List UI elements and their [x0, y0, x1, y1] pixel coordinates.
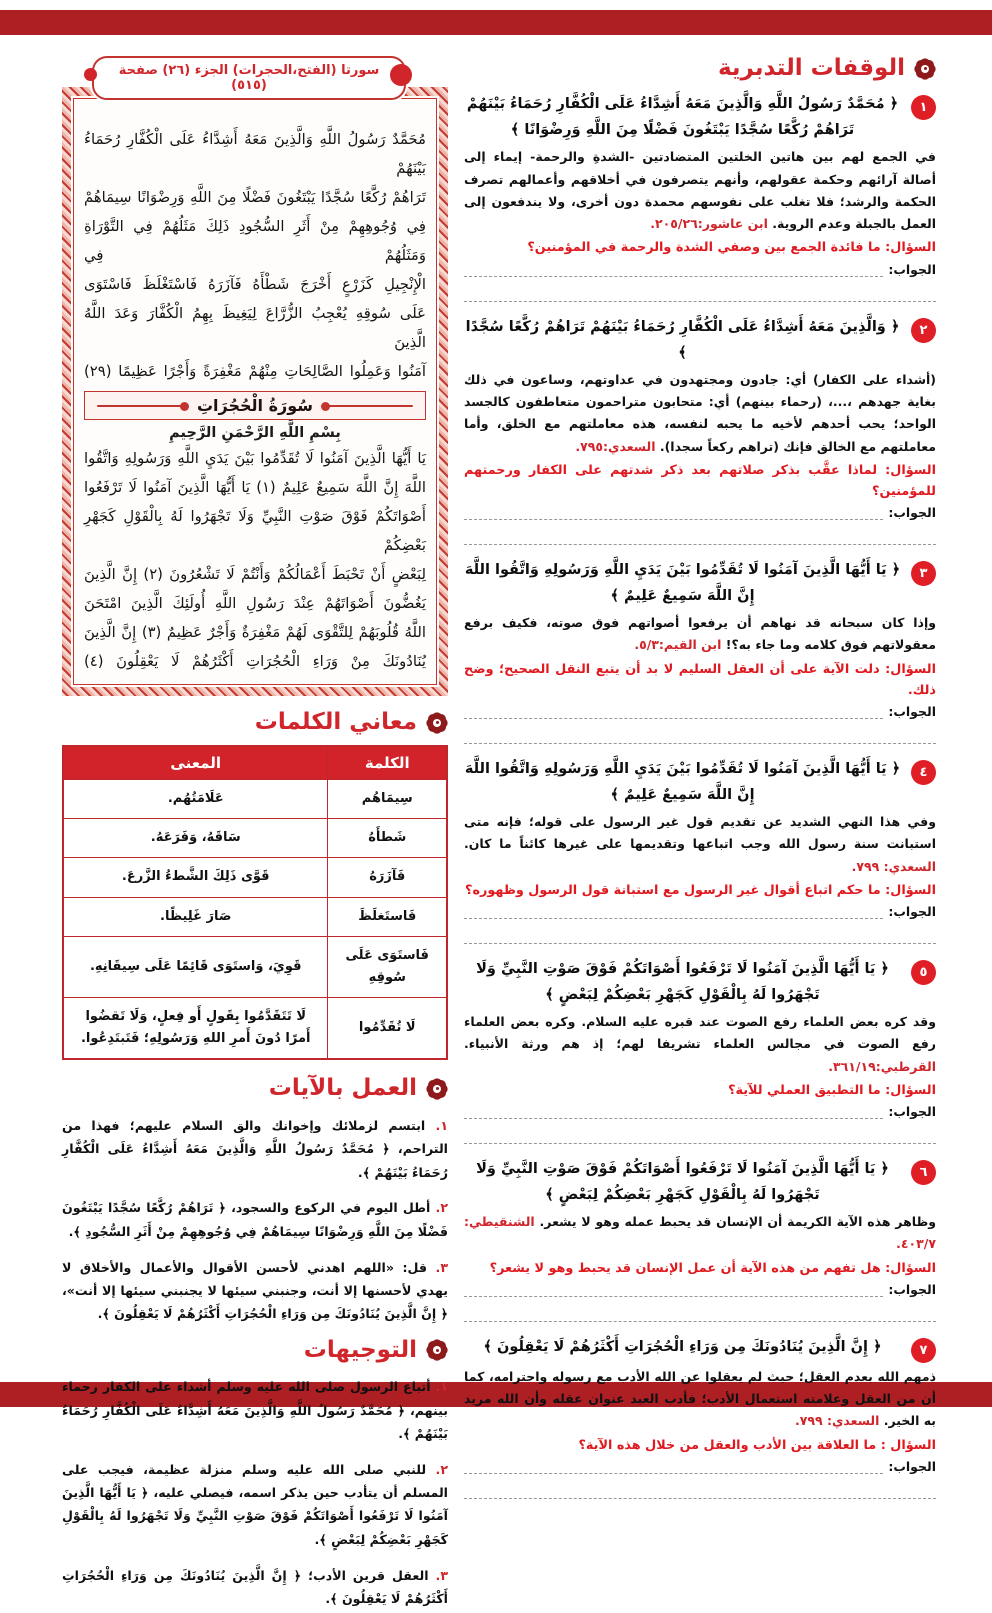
answer-blank-line — [464, 905, 883, 919]
question-text: السؤال: لماذا عقَّب بذكر صلاتهم بعد ذكر شدتهم على الكفار ورحمتهم للمؤمنين؟ — [464, 462, 936, 499]
answer-label: الجواب: — [888, 703, 936, 719]
rosette-icon — [426, 1078, 448, 1100]
waqafat-item — [464, 956, 936, 1144]
page-content — [62, 56, 936, 1613]
list-number: ٣. — [435, 1567, 448, 1583]
column-header-meaning: المعنى — [63, 746, 328, 780]
answer-label: الجواب: — [888, 261, 936, 277]
verse-text: ﴿ يَا أَيُّهَا الَّذِينَ آمَنُوا لَا تَرْفَعُوا أَصْوَاتَكُمْ فَوْقَ صَوْتِ النَّبِيِّ وَلَا تَجْهَرُوا لَهُ بِالْقَوْلِ كَجَهْرِ بَعْضِكُمْ لِبَعْضٍ ﴾ — [476, 1161, 889, 1204]
answer-blank-line — [464, 520, 936, 545]
quran-line: يُنَادُونَكَ مِنْ وَرَاءِ الْحُجُرَاتِ أَكْثَرُهُمْ لَا يَعْقِلُونَ (٤) — [84, 653, 426, 670]
list-text: للنبي صلى الله عليه وسلم منزلة عظيمة، فيجب على المسلم أن يتأدب حين يذكر اسمه، فيصلي عليه، ﴿ يَا أَيُّهَا الَّذِينَ آمَنُوا لَا تَرْفَعُوا أَصْوَاتَكُمْ فَوْقَ صَوْتِ النَّبِيِّ وَلَا تَجْهَرُوا لَهُ بِالْقَوْلِ كَجَهْرِ بَعْضِكُمْ لِبَعْضٍ ﴾. — [62, 1461, 448, 1547]
word-cell: فَآزَرَهُ — [328, 858, 447, 897]
commentary-text: (أشداء على الكفار) أي: جادون ومجتهدون في عداوتهم، وساعون في ذلك بغاية جهدهم ،...، (رحماء بينهم) أي: متحابون متراحمون متعاطفون كالجسد الواحد؛ يحب أحدهم لأخيه ما يحبه لنفسه، هذه معاملتهم مع الخلق، وأما معاملتهم مع الخالق فإنك (تراهم ركعاً سجدا). — [464, 371, 936, 454]
commentary-text: وإذا كان سبحانه قد نهاهم أن يرفعوا أصواتهم فوق صوته، فكيف برفع معقولاتهم فوق كلامه وما جاء به؟! — [464, 615, 936, 653]
meaning-cell: سَاقَهُ، وَفَرَعَهُ. — [63, 819, 328, 858]
meaning-cell: قَوِيَ، وَاستَوَى قَائِمًا عَلَى سِيقَانِهِ. — [63, 936, 328, 997]
answer-label: الجواب: — [888, 505, 936, 520]
rosette-icon — [426, 712, 448, 734]
item-number-badge: ٥ — [911, 960, 936, 985]
list-number: ١. — [435, 1379, 448, 1395]
commentary-text: ذمهم الله بعدم العقل؛ حيث لم يعقلوا عن الله الأدب مع رسوله واحترامه، كما أن من العقل وعلامته استعمال الأدب؛ فأدب العبد عنوان عقله وأن الله مريد به الخير. — [464, 1368, 936, 1429]
tawjihat-list — [62, 1375, 448, 1610]
list-text: العقل قرين الأدب؛ ﴿ إِنَّ الَّذِينَ يُنَادُونَكَ مِن وَرَاءِ الْحُجُرَاتِ أَكْثَرُهُمْ لَا يَعْقِلُونَ ﴾. — [62, 1567, 448, 1606]
quran-line: اللَّهَ إِنَّ اللَّهَ سَمِيعٌ عَلِيمٌ (١) يَا أَيُّهَا الَّذِينَ آمَنُوا لَا تَرْفَعُوا — [84, 479, 426, 496]
amal-header — [62, 1076, 448, 1101]
commentary-text: وظاهر هذه الآية الكريمة أن الإنسان قد يحبط عمله وهو لا يشعر. — [539, 1214, 936, 1230]
commentary-text: وقد كره بعض العلماء رفع الصوت عند قبره عليه السلام. وكره بعض العلماء رفع الصوت في مجالس العلماء تشريفا لهم؛ إذ هم ورثة الأنبياء. — [464, 1014, 936, 1052]
item-number-badge: ٧ — [911, 1338, 936, 1363]
amal-list — [62, 1114, 448, 1326]
list-number: ١. — [435, 1117, 448, 1133]
waqafat-item — [464, 91, 936, 301]
answer-blank-line — [464, 506, 883, 520]
table-row — [63, 780, 447, 819]
list-item — [62, 1375, 448, 1445]
maani-header — [62, 710, 448, 735]
answer-blank-line — [464, 1460, 883, 1474]
source-reference: السعدي: ٧٩٩. — [794, 1413, 880, 1429]
question-text: السؤال: دلت الآية على أن العقل السليم لا بد أن يتبع النقل الصحيح؛ وضح ذلك. — [464, 661, 936, 698]
verse-text: ﴿ مُحَمَّدٌ رَسُولُ اللَّهِ وَالَّذِينَ مَعَهُ أَشِدَّاءُ عَلَى الْكُفَّارِ رُحَمَاءُ بَيْنَهُمْ تَرَاهُمْ رُكَّعًا سُجَّدًا يَبْتَغُونَ فَضْلًا مِنَ اللَّهِ وَرِضْوَانًا ﴾ — [466, 96, 899, 139]
source-reference: ابن القيم:٥/٣. — [634, 637, 722, 653]
answer-label: الجواب: — [888, 1281, 936, 1297]
table-row — [63, 858, 447, 897]
question-text: السؤال: ما التطبيق العملي للآية؟ — [728, 1082, 936, 1098]
answer-blank-line — [464, 919, 936, 944]
question-text: السؤال: ما حكم اتباع أقوال غير الرسول مع استبانة قول الرسول وظهوره؟ — [465, 882, 936, 898]
basmala-text: بِسْمِ اللَّهِ الرَّحْمَنِ الرَّحِيمِ — [169, 425, 341, 441]
answer-blank-line — [464, 263, 883, 277]
question-text: السؤال: ما فائدة الجمع بين وصفي الشدة والرحمة في المؤمنين؟ — [527, 240, 936, 256]
rosette-icon — [914, 58, 936, 80]
answer-label: الجواب: — [888, 1104, 936, 1119]
table-row — [63, 897, 447, 936]
verse-text: ﴿ يَا أَيُّهَا الَّذِينَ آمَنُوا لَا تُقَدِّمُوا بَيْنَ يَدَيِ اللَّهِ وَرَسُولِهِ وَاتَّقُوا اللَّهَ إِنَّ اللَّهَ سَمِيعٌ عَلِيمٌ ﴾ — [464, 562, 901, 605]
source-reference: ابن عاشور:٢٠٥/٢٦. — [650, 216, 768, 232]
word-cell: لَا تُقَدِّمُوا — [328, 997, 447, 1059]
answer-label: الجواب: — [888, 903, 936, 919]
source-reference: القرطبي:٣٦١/١٩. — [828, 1058, 936, 1074]
ornament-icon — [319, 401, 417, 411]
quran-line: اللَّهُ قُلُوبَهُمْ لِلتَّقْوَى لَهُمْ مَغْفِرَةٌ وَأَجْرٌ عَظِيمٌ (٣) إِنَّ الَّذِينَ — [84, 624, 426, 641]
list-number: ٣. — [435, 1259, 448, 1275]
waqafat-item — [464, 1156, 936, 1322]
answer-blank-line — [464, 1283, 883, 1297]
surah-title: سُورَةُ الْحُجُرَاتِ — [196, 396, 314, 415]
commentary-text: وفي هذا النهي الشديد عن تقديم قول غير الرسول على قوله؛ فإنه متى استبانت سنة رسول الله وجب اتباعها وتقديمها على غيرها كائناً ما كان. — [464, 814, 936, 852]
word-cell: شَطأَهُ — [328, 819, 447, 858]
list-text: أطل اليوم في الركوع والسجود، ﴿ تَرَاهُمْ رُكَّعًا سُجَّدًا يَبْتَغُونَ فَضْلًا مِنَ اللَّهِ وَرِضْوَانًا سِيمَاهُمْ فِي وُجُوهِهِمْ مِنْ أَثَرِ السُّجُودِ ﴾. — [62, 1200, 448, 1239]
word-meanings-table — [62, 745, 448, 1060]
item-number-badge: ٢ — [911, 318, 936, 343]
meaning-cell: قَوَّى ذَلِكَ الشَّطءُ الزَّرعَ. — [63, 858, 328, 897]
tawjihat-header — [62, 1338, 448, 1363]
waqafat-item — [464, 557, 936, 744]
table-row — [63, 819, 447, 858]
list-text: قل: «اللهم اهدني لأحسن الأقوال والأعمال والأخلاق لا يهدي لأحسنها إلا أنت، وجنبني سيئها لا يجنبني سيئها إلا أنت»، ﴿ إِنَّ الَّذِينَ يُنَادُونَكَ مِن وَرَاءِ الْحُجُرَاتِ أَكْثَرُهُمْ لَا يَعْقِلُونَ ﴾. — [62, 1259, 448, 1322]
section-title: التوجيهات — [303, 1336, 417, 1363]
quran-line: عَلَى سُوقِهِ يُعْجِبُ الزُّرَّاعَ لِيَغِيظَ بِهِمُ الْكُفَّارَ وَعَدَ اللَّهُ الَّذِينَ — [84, 305, 426, 351]
list-item — [62, 1256, 448, 1326]
source-reference: الشنقيطي: ٤٠٣/٧. — [464, 1214, 936, 1252]
word-cell: فَاستَوَى عَلَى سُوقِهِ — [328, 936, 447, 997]
answer-blank-line — [464, 1119, 936, 1144]
list-item — [62, 1458, 448, 1551]
answer-blank-line — [464, 1474, 936, 1499]
word-cell: فَاستَغلَظَ — [328, 897, 447, 936]
answer-blank-line — [464, 719, 936, 744]
quran-line: أَصْوَاتَكُمْ فَوْقَ صَوْتِ النَّبِيِّ وَلَا تَجْهَرُوا لَهُ بِالْقَوْلِ كَجَهْرِ بَعْضِكُمْ — [84, 508, 426, 554]
answer-blank-line — [464, 1105, 883, 1119]
list-number: ٢. — [435, 1200, 448, 1216]
meaning-cell: صَارَ غَلِيظًا. — [63, 897, 328, 936]
list-item — [62, 1564, 448, 1611]
waqafat-column — [464, 56, 936, 1511]
verse-text: ﴿ إِنَّ الَّذِينَ يُنَادُونَكَ مِن وَرَاءِ الْحُجُرَاتِ أَكْثَرُهُمْ لَا يَعْقِلُونَ ﴾ — [483, 1338, 882, 1355]
table-row — [63, 936, 447, 997]
rosette-icon — [426, 1339, 448, 1361]
answer-blank-line — [464, 277, 936, 302]
list-text: ابتسم لزملائك وإخوانك والق السلام عليهم؛ فهذا من التراحم، ﴿ مُحَمَّدٌ رَسُولُ اللَّهِ وَالَّذِينَ مَعَهُ أَشِدَّاءُ عَلَى الْكُفَّارِ رُحَمَاءُ بَيْنَهُمْ ﴾. — [62, 1117, 448, 1180]
verse-text: ﴿ يَا أَيُّهَا الَّذِينَ آمَنُوا لَا تُقَدِّمُوا بَيْنَ يَدَيِ اللَّهِ وَرَسُولِهِ وَاتَّقُوا اللَّهَ إِنَّ اللَّهَ سَمِيعٌ عَلِيمٌ ﴾ — [464, 760, 901, 803]
section-title: الوقفات التدبرية — [717, 55, 905, 81]
question-text: السؤال : ما العلاقة بين الأدب والعقل من خلال هذه الآية؟ — [578, 1437, 936, 1453]
list-item — [62, 1114, 448, 1184]
answer-blank-line — [464, 1297, 936, 1322]
question-text: السؤال: هل تفهم من هذه الآية أن عمل الإنسان قد يحبط وهو لا يشعر؟ — [489, 1260, 936, 1276]
item-number-badge: ٤ — [911, 760, 936, 785]
quran-line: الْإِنْجِيلِ كَزَرْعٍ أَخْرَجَ شَطْأَهُ فَآزَرَهُ فَاسْتَغْلَظَ فَاسْتَوَى — [84, 276, 426, 293]
waqafat-item — [464, 756, 936, 944]
answer-blank-line — [464, 705, 883, 719]
side-column — [62, 56, 448, 1613]
item-number-badge: ١ — [911, 95, 936, 120]
section-title: معاني الكلمات — [254, 709, 417, 735]
quran-line: فِي وُجُوهِهِمْ مِنْ أَثَرِ السُّجُودِ ذَلِكَ مَثَلُهُمْ فِي التَّوْرَاةِ وَمَثَلُهُمْ فِي — [84, 218, 426, 264]
list-item — [62, 1196, 448, 1243]
quran-line: يَغُضُّونَ أَصْوَاتَهُمْ عِنْدَ رَسُولِ اللَّهِ أُولَئِكَ الَّذِينَ امْتَحَنَ — [84, 595, 426, 612]
source-reference: السعدي:٧٩٥. — [575, 438, 656, 454]
item-number-badge: ٦ — [911, 1160, 936, 1185]
meaning-cell: لَا تَتَقَدَّمُوا بِقَولٍ أَو فِعلٍ، وَلَا تَقضُوا أَمرًا دُونَ أَمرِ اللهِ وَرَسُولِهِ؛ فَتَبتَدِعُوا. — [63, 997, 328, 1059]
top-red-bar — [0, 10, 992, 35]
waqafat-item — [464, 1334, 936, 1499]
commentary-text: في الجمع لهم بين هاتين الخلتين المتضادتين -الشدةِ والرحمة- إيماء إلى أصالة آرائهم وحكمة عقولهم، وأنهم يتصرفون في أخلاقهم وأعمالهم تصرف الحكمة والرشد؛ فلا تغلب على نفوسهم محمدة دون أخرى، ولا يندفعون إلى العمل بالجبلة وعدم الروية. — [464, 149, 936, 232]
surah-title-banner — [84, 391, 426, 420]
list-text: أتباع الرسول صلى الله عليه وسلم أشداء على الكفار رحماء بينهم، ﴿ مُحَمَّدٌ رَسُولُ اللَّهِ وَالَّذِينَ مَعَهُ أَشِدَّاءُ عَلَى الْكُفَّارِ رُحَمَاءُ بَيْنَهُمْ ﴾. — [62, 1379, 448, 1441]
mushaf-ornate-border — [62, 87, 448, 696]
verse-text: ﴿ يَا أَيُّهَا الَّذِينَ آمَنُوا لَا تَرْفَعُوا أَصْوَاتَكُمْ فَوْقَ صَوْتِ النَّبِيِّ وَلَا تَجْهَرُوا لَهُ بِالْقَوْلِ كَجَهْرِ بَعْضِكُمْ لِبَعْضٍ ﴾ — [476, 960, 889, 1004]
section-title: العمل بالآيات — [268, 1075, 417, 1102]
quran-line: مُحَمَّدٌ رَسُولُ اللَّهِ وَالَّذِينَ مَعَهُ أَشِدَّاءُ عَلَى الْكُفَّارِ رُحَمَاءُ بَيْنَهُمْ — [84, 131, 426, 177]
waqafat-item — [464, 314, 936, 545]
item-number-badge: ٣ — [911, 561, 936, 586]
source-reference: السعدي: ٧٩٩. — [851, 858, 936, 874]
table-row — [63, 997, 447, 1059]
quran-line: تَرَاهُمْ رُكَّعًا سُجَّدًا يَبْتَغُونَ فَضْلًا مِنَ اللَّهِ وَرِضْوَانًا سِيمَاهُمْ — [84, 189, 426, 206]
quran-line: لِبَعْضٍ أَنْ تَحْبَطَ أَعْمَالُكُمْ وَأَنْتُمْ لَا تَشْعُرُونَ (٢) إِنَّ الَّذِينَ — [84, 566, 426, 583]
verse-text: ﴿ وَالَّذِينَ مَعَهُ أَشِدَّاءُ عَلَى الْكُفَّارِ رُحَمَاءُ بَيْنَهُمْ تَرَاهُمْ رُكَّعًا سُجَّدًا ﴾ — [465, 318, 900, 361]
list-number: ٢. — [435, 1461, 449, 1477]
ornament-icon — [93, 401, 191, 411]
waqafat-header — [464, 56, 936, 81]
quran-line: يَا أَيُّهَا الَّذِينَ آمَنُوا لَا تُقَدِّمُوا بَيْنَ يَدَيِ اللَّهِ وَرَسُولِهِ وَاتَّقُوا — [84, 450, 426, 467]
mushaf-page-banner: سورتا (الفتح،الحجرات) الجزء (٢٦) صفحة (٥١٥) — [92, 56, 406, 100]
mushaf-page — [62, 56, 448, 696]
quran-line: آمَنُوا وَعَمِلُوا الصَّالِحَاتِ مِنْهُمْ مَغْفِرَةً وَأَجْرًا عَظِيمًا (٢٩) — [84, 363, 426, 380]
meaning-cell: عَلَامَتُهُم. — [63, 780, 328, 819]
column-header-word: الكلمة — [328, 746, 447, 780]
answer-label: الجواب: — [888, 1458, 936, 1474]
word-cell: سِيمَاهُم — [328, 780, 447, 819]
table-header-row — [63, 746, 447, 780]
